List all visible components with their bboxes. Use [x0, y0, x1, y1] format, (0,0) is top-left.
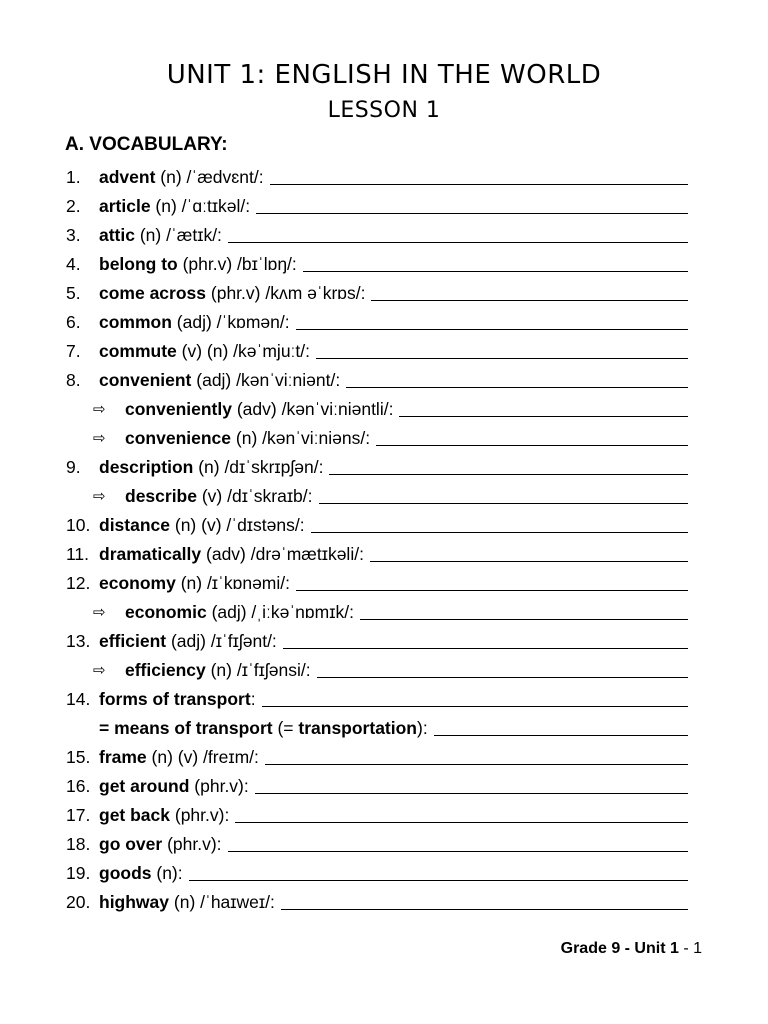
- vocab-details: (n) /ˈætɪk/:: [134, 225, 222, 245]
- item-number: 4.: [66, 254, 81, 274]
- vocab-details: (phr.v):: [162, 834, 222, 854]
- answer-blank-line[interactable]: [189, 880, 688, 881]
- vocab-details: (n) (v) /freɪm/:: [146, 747, 259, 767]
- item-text: [99, 685, 256, 714]
- vocab-details: (n) /kənˈviːniəns/:: [231, 428, 371, 448]
- item-text: [125, 598, 354, 627]
- item-text: [99, 163, 264, 192]
- vocab-item: [0, 279, 768, 308]
- vocab-word: economic: [125, 602, 207, 622]
- answer-blank-line[interactable]: [316, 358, 688, 359]
- vocab-item: [0, 859, 768, 888]
- answer-blank-line[interactable]: [281, 909, 688, 910]
- answer-blank-line[interactable]: [319, 503, 688, 504]
- footer-unit-label: Grade 9 - Unit 1: [560, 940, 679, 957]
- vocab-details: (v) (n) /kəˈmjuːt/:: [176, 341, 310, 361]
- vocab-details: (adj) /ɪˈfɪʃənt/:: [166, 631, 277, 651]
- item-text: [99, 366, 340, 395]
- item-text: [99, 337, 310, 366]
- item-text: [125, 482, 313, 511]
- vocab-word: convenience: [125, 428, 232, 448]
- vocab-details: (adv) /drəˈmætɪkəli/:: [201, 544, 364, 564]
- item-text: [99, 801, 229, 830]
- item-number: 16.: [66, 776, 91, 796]
- vocab-word: come across: [99, 283, 207, 303]
- vocab-word: get back: [99, 805, 170, 825]
- item-number: 19.: [66, 863, 91, 883]
- vocab-item: [0, 221, 768, 250]
- vocab-details: (=: [272, 718, 294, 738]
- item-text: [99, 627, 277, 656]
- item-text: [99, 279, 365, 308]
- answer-blank-line[interactable]: [399, 416, 688, 417]
- vocab-word: goods: [99, 863, 152, 883]
- vocab-details: (n) /ɪˈfɪʃənsi/:: [205, 660, 311, 680]
- answer-blank-line[interactable]: [228, 851, 688, 852]
- item-number: 9.: [66, 457, 81, 477]
- answer-blank-line[interactable]: [317, 677, 688, 678]
- item-number: 15.: [66, 747, 91, 767]
- vocab-item: [0, 685, 768, 714]
- item-text: [99, 308, 290, 337]
- vocab-item: [0, 163, 768, 192]
- vocab-item: [0, 801, 768, 830]
- vocab-word: dramatically: [99, 544, 202, 564]
- vocab-item: [0, 424, 768, 453]
- item-number: 1.: [66, 167, 81, 187]
- vocab-item: [0, 395, 768, 424]
- vocab-word-alt: transportation: [293, 718, 417, 738]
- vocab-item: [0, 888, 768, 917]
- item-number: 8.: [66, 370, 81, 390]
- answer-blank-line[interactable]: [370, 561, 688, 562]
- vocab-item: [0, 453, 768, 482]
- item-number: 6.: [66, 312, 81, 332]
- vocab-item: [0, 627, 768, 656]
- answer-blank-line[interactable]: [303, 271, 688, 272]
- item-text: [99, 830, 222, 859]
- item-number: 20.: [66, 892, 91, 912]
- vocab-details: (phr.v):: [170, 805, 230, 825]
- answer-blank-line[interactable]: [235, 822, 688, 823]
- vocab-details-alt: ):: [417, 718, 428, 738]
- vocab-item: [0, 250, 768, 279]
- vocab-item: [0, 598, 768, 627]
- vocab-details: (n):: [151, 863, 183, 883]
- item-number: 2.: [66, 196, 81, 216]
- vocab-word: forms of transport: [99, 689, 251, 709]
- vocab-item: [0, 366, 768, 395]
- vocab-word: = means of transport: [99, 718, 273, 738]
- item-number: 11.: [66, 544, 90, 564]
- page-footer: [561, 940, 702, 958]
- vocabulary-list: [0, 163, 768, 917]
- vocab-details: (adj) /ˌiːkəˈnɒmɪk/:: [206, 602, 354, 622]
- item-number: 7.: [66, 341, 81, 361]
- answer-blank-line[interactable]: [262, 706, 688, 707]
- item-text: [99, 511, 305, 540]
- vocab-word: get around: [99, 776, 190, 796]
- vocab-word: efficient: [99, 631, 167, 651]
- item-number: 14.: [66, 689, 91, 709]
- vocab-details: (v) /dɪˈskraɪb/:: [196, 486, 313, 506]
- vocab-details: (adj) /ˈkɒmən/:: [171, 312, 290, 332]
- vocab-word: description: [99, 457, 194, 477]
- vocab-item: [0, 743, 768, 772]
- vocab-word: distance: [99, 515, 170, 535]
- vocab-word: describe: [125, 486, 197, 506]
- arrow-icon: ⇨: [93, 429, 106, 447]
- answer-blank-line[interactable]: [296, 590, 688, 591]
- item-text: [99, 888, 275, 917]
- vocab-word: belong to: [99, 254, 178, 274]
- answer-blank-line[interactable]: [434, 735, 688, 736]
- item-number: 13.: [66, 631, 91, 651]
- answer-blank-line[interactable]: [360, 619, 688, 620]
- answer-blank-line[interactable]: [371, 300, 688, 301]
- vocab-word: advent: [99, 167, 156, 187]
- vocab-item: [0, 308, 768, 337]
- vocab-details: (n) /ˈɑːtɪkəl/:: [150, 196, 251, 216]
- item-number: 18.: [66, 834, 91, 854]
- lesson-subtitle: LESSON 1: [327, 98, 441, 123]
- vocab-details: (n) /ɪˈkɒnəmi/:: [175, 573, 290, 593]
- vocab-item: [0, 569, 768, 598]
- vocab-details: (phr.v):: [189, 776, 249, 796]
- vocab-details: (n) /dɪˈskrɪpʃən/:: [193, 457, 324, 477]
- vocab-item: [0, 772, 768, 801]
- vocab-details: (phr.v) /kʌm əˈkrɒs/:: [206, 283, 366, 303]
- item-text: [99, 772, 249, 801]
- arrow-icon: ⇨: [93, 661, 106, 679]
- item-text: [99, 540, 364, 569]
- item-text: [99, 569, 290, 598]
- vocab-word: commute: [99, 341, 177, 361]
- vocab-word: go over: [99, 834, 163, 854]
- vocab-word: frame: [99, 747, 147, 767]
- vocab-word: conveniently: [125, 399, 232, 419]
- item-text: [99, 714, 428, 743]
- item-number: 12.: [66, 573, 91, 593]
- vocab-item: [0, 714, 768, 743]
- vocab-item: [0, 656, 768, 685]
- vocab-word: attic: [99, 225, 135, 245]
- vocab-details: (n) /ˈædvɛnt/:: [155, 167, 264, 187]
- page-title: UNIT 1: ENGLISH IN THE WORLD: [166, 60, 602, 90]
- item-number: 3.: [66, 225, 81, 245]
- vocab-item: [0, 337, 768, 366]
- vocab-details: (adj) /kənˈviːniənt/:: [191, 370, 341, 390]
- answer-blank-line[interactable]: [311, 532, 688, 533]
- answer-blank-line[interactable]: [329, 474, 688, 475]
- vocab-word: article: [99, 196, 151, 216]
- answer-blank-line[interactable]: [296, 329, 688, 330]
- answer-blank-line[interactable]: [255, 793, 688, 794]
- vocab-item: [0, 511, 768, 540]
- answer-blank-line[interactable]: [376, 445, 688, 446]
- item-text: [99, 453, 323, 482]
- item-text: [99, 250, 297, 279]
- vocab-word: convenient: [99, 370, 192, 390]
- section-heading: A. VOCABULARY:: [65, 134, 228, 155]
- item-text: [125, 424, 370, 453]
- item-text: [99, 859, 183, 888]
- vocab-item: [0, 192, 768, 221]
- vocab-details: :: [250, 689, 256, 709]
- item-text: [99, 221, 222, 250]
- item-number: 17.: [66, 805, 91, 825]
- item-text: [99, 192, 250, 221]
- answer-blank-line[interactable]: [228, 242, 688, 243]
- vocab-item: [0, 540, 768, 569]
- vocab-details: (n) (v) /ˈdɪstəns/:: [170, 515, 305, 535]
- answer-blank-line[interactable]: [346, 387, 688, 388]
- item-text: [99, 743, 259, 772]
- vocab-word: economy: [99, 573, 176, 593]
- arrow-icon: ⇨: [93, 400, 106, 418]
- vocab-details: (n) /ˈhaɪweɪ/:: [169, 892, 275, 912]
- answer-blank-line[interactable]: [283, 648, 688, 649]
- footer-page-number: - 1: [678, 940, 702, 957]
- answer-blank-line[interactable]: [265, 764, 688, 765]
- answer-blank-line[interactable]: [256, 213, 688, 214]
- item-text: [125, 656, 311, 685]
- vocab-item: [0, 830, 768, 859]
- arrow-icon: ⇨: [93, 603, 106, 621]
- vocab-details: (phr.v) /bɪˈlɒŋ/:: [177, 254, 297, 274]
- answer-blank-line[interactable]: [270, 184, 688, 185]
- vocab-word: highway: [99, 892, 170, 912]
- vocab-word: common: [99, 312, 172, 332]
- arrow-icon: ⇨: [93, 487, 106, 505]
- item-text: [125, 395, 393, 424]
- vocab-item: [0, 482, 768, 511]
- item-number: 5.: [66, 283, 81, 303]
- item-number: 10.: [66, 515, 91, 535]
- vocab-details: (adv) /kənˈviːniəntli/:: [231, 399, 394, 419]
- vocab-word: efficiency: [125, 660, 206, 680]
